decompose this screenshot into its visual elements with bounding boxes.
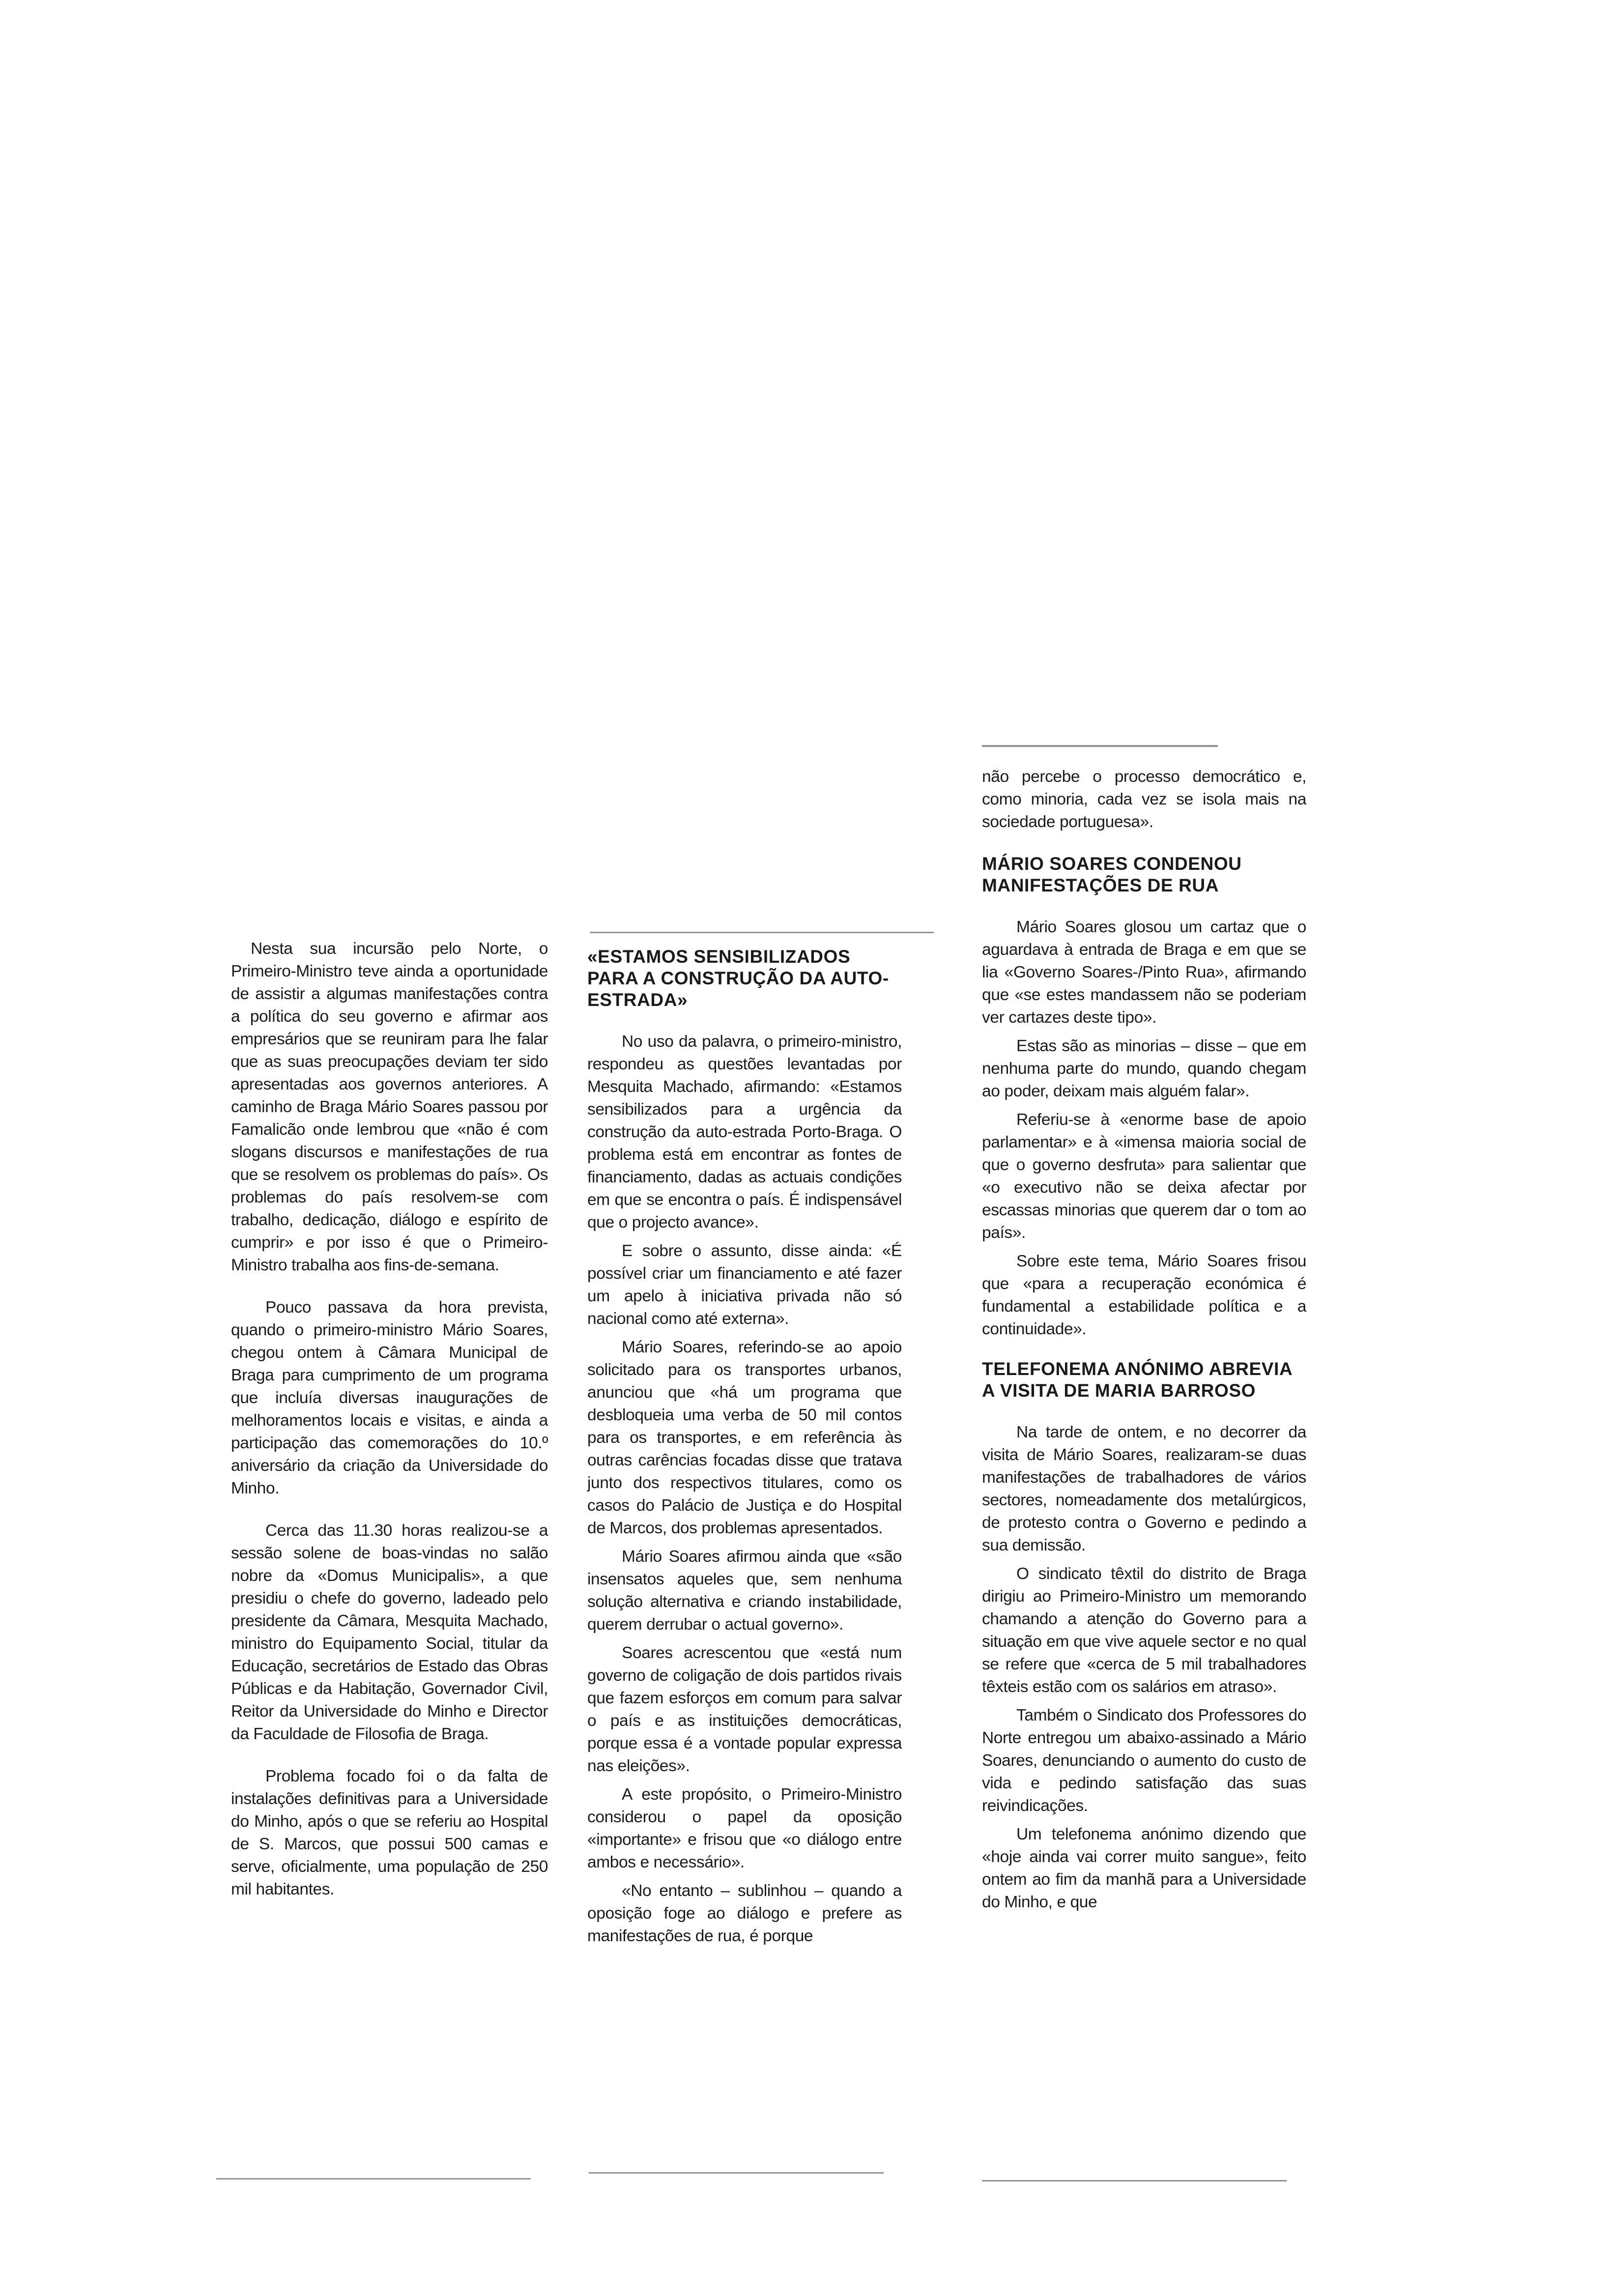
- paragraph: «No entanto – sublinhou – quando a oposição foge ao diálogo e prefere as manifestações de rua, é porque: [587, 1882, 902, 1945]
- article-column-3: [982, 766, 1306, 1914]
- scan-artifact-line: [216, 2178, 531, 2180]
- article-column-1: [231, 938, 548, 1901]
- scan-artifact-line: [589, 2172, 884, 2174]
- paragraph: não percebe o processo democrático e, como minoria, cada vez se isola mais na sociedade portuguesa».: [982, 768, 1306, 831]
- paragraph: Nesta sua incursão pelo Norte, o Primeiro-Ministro teve ainda a oportunidade de assistir a algumas manifestações contra a política do seu governo e afirmar aos empresários que se reuniram para lhe falar que as suas preocupações deviam ter sido apresentadas aos governos anteriores. A caminho de Braga Mário Soares passou por Famalicão onde lembrou que «não é com slogans discursos e manifestações de rua que se resolvem os problemas do país». Os problemas do país resolvem-se com trabalho, dedicação, diálogo e espírito de cumprir» e por isso é que o Primeiro-Ministro trabalha aos fins-de-semana.: [231, 940, 548, 1274]
- paragraph: Mário Soares, referindo-se ao apoio solicitado para os transportes urbanos, anunciou que «há um programa que desbloqueia uma verba de 50 mil contos para os transportes, e em referência às outras carências focadas disse que tratava junto dos respectivos titulares, como os casos do Palácio de Justiça e do Hospital de Marcos, dos problemas apresentados.: [587, 1338, 902, 1537]
- paragraph: Um telefonema anónimo dizendo que «hoje ainda vai correr muito sangue», feito ontem ao fim da manhã para a Universidade do Minho, e que: [982, 1825, 1306, 1911]
- paragraph: Mário Soares afirmou ainda que «são insensatos aqueles que, sem nenhuma solução alternativa e criando instabilidade, querem derrubar o actual governo».: [587, 1548, 902, 1634]
- paragraph: Também o Sindicato dos Professores do Norte entregou um abaixo-assinado a Mário Soares, denunciando o aumento do custo de vida e pedindo satisfação das suas reivindicações.: [982, 1706, 1306, 1815]
- scan-artifact-line: [590, 932, 934, 933]
- section-heading: TELEFONEMA ANÓNIMO ABREVIA A VISITA DE MARIA BARROSO: [982, 1359, 1292, 1401]
- paragraph: Mário Soares glosou um cartaz que o aguardava à entrada de Braga e em que se lia «Governo Soares-/Pinto Rua», afirmando que «se estes mandassem não se poderiam ver cartazes deste tipo».: [982, 918, 1306, 1027]
- paragraph: Problema focado foi o da falta de instalações definitivas para a Universidade do Minho, após o que se referiu ao Hospital de S. Marcos, que possui 500 camas e serve, oficialmente, uma população de 250 mil habitantes.: [231, 1767, 548, 1898]
- section-heading: «ESTAMOS SENSIBILIZADOS PARA A CONSTRUÇÃO DA AUTO-ESTRADA»: [587, 947, 889, 1010]
- section-heading: MÁRIO SOARES CONDENOU MANIFESTAÇÕES DE RUA: [982, 854, 1242, 895]
- paragraph: Estas são as minorias – disse – que em nenhuma parte do mundo, quando chegam ao poder, deixam mais alguém falar».: [982, 1037, 1306, 1100]
- paragraph: Pouco passava da hora prevista, quando o primeiro-ministro Mário Soares, chegou ontem à Câmara Municipal de Braga para cumprimento de um programa que incluía diversas inaugurações de melhoramentos locais e visitas, e ainda a participação das comemorações do 10.º aniversário da criação da Universidade do Minho.: [231, 1298, 548, 1497]
- paragraph: Sobre este tema, Mário Soares frisou que «para a recuperação económica é fundamental a estabilidade política e a continuidade».: [982, 1252, 1306, 1338]
- paragraph: E sobre o assunto, disse ainda: «É possível criar um financiamento e até fazer um apelo à iniciativa privada não só nacional como até externa».: [587, 1242, 902, 1328]
- paragraph: Referiu-se à «enorme base de apoio parlamentar» e à «imensa maioria social de que o governo desfruta» para salientar que «o executivo não se deixa afectar por escassas minorias que querem dar o tom ao país».: [982, 1111, 1306, 1242]
- article-column-2: [587, 946, 902, 1948]
- paragraph: No uso da palavra, o primeiro-ministro, respondeu as questões levantadas por Mesquita Machado, afirmando: «Estamos sensibilizados para a urgência da construção da auto-estrada Porto-Braga. O problema está em encontrar as fontes de financiamento, dadas as actuais condições em que se encontra o país. É indispensável que o projecto avance».: [587, 1033, 902, 1232]
- paragraph: O sindicato têxtil do distrito de Braga dirigiu ao Primeiro-Ministro um memorando chamando a atenção do Governo para a situação em que vive aquele sector e no qual se refere que «cerca de 5 mil trabalhadores têxteis estão com os salários em atraso».: [982, 1565, 1306, 1696]
- paragraph: Soares acrescentou que «está num governo de coligação de dois partidos rivais que fazem esforços em comum para salvar o país e as instituições democráticas, porque essa é a vontade popular expressa nas eleições».: [587, 1644, 902, 1775]
- paragraph: Cerca das 11.30 horas realizou-se a sessão solene de boas-vindas no salão nobre da «Domus Municipalis», a que presidiu o chefe do governo, ladeado pelo presidente da Câmara, Mesquita Machado, ministro do Equipamento Social, titular da Educação, secretários de Estado das Obras Públicas e da Habitação, Governador Civil, Reitor da Universidade do Minho e Director da Faculdade de Filosofia de Braga.: [231, 1521, 548, 1743]
- scan-artifact-line: [982, 2180, 1287, 2181]
- paragraph: Na tarde de ontem, e no decorrer da visita de Mário Soares, realizaram-se duas manifestações de trabalhadores de vários sectores, nomeadamente dos metalúrgicos, de protesto contra o Governo e pedindo a sua demissão.: [982, 1423, 1306, 1554]
- paragraph: A este propósito, o Primeiro-Ministro considerou o papel da oposição «importante» e frisou que «o diálogo entre ambos e necessário».: [587, 1785, 902, 1871]
- scan-artifact-line: [982, 745, 1218, 747]
